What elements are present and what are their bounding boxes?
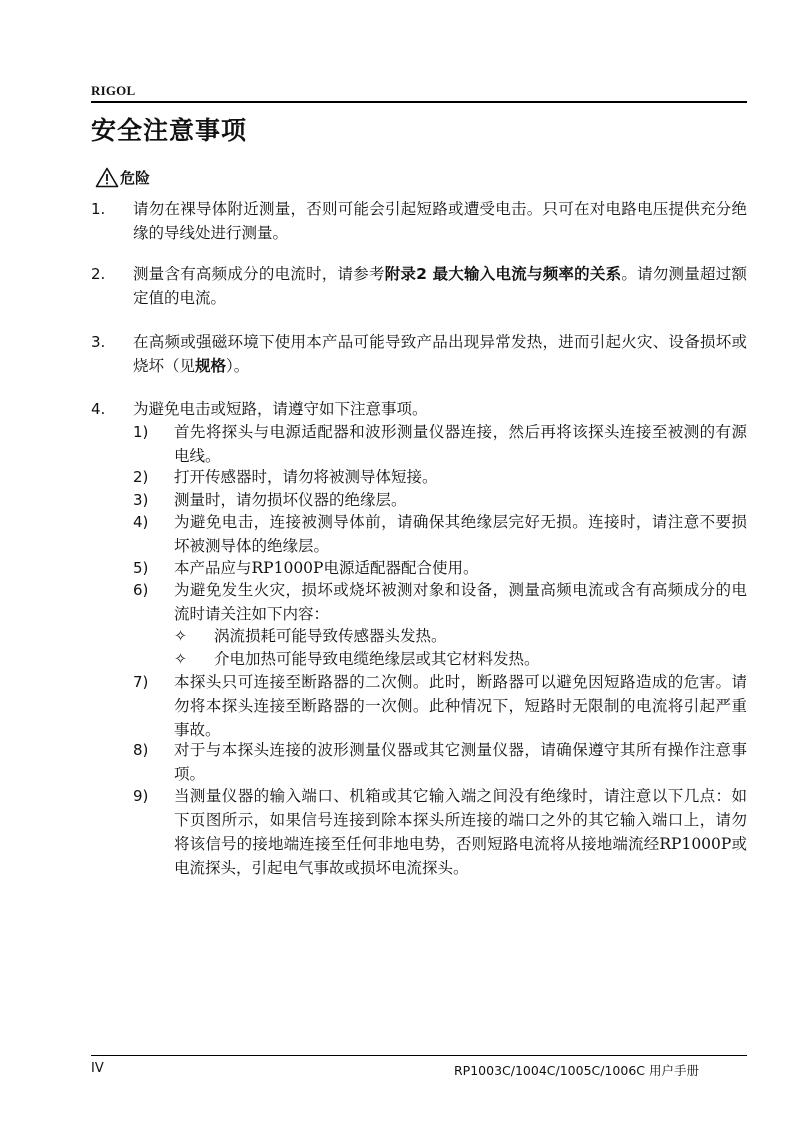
- sub-item-number: 2): [133, 468, 149, 486]
- danger-label: 危险: [120, 169, 151, 187]
- page-number: IV: [91, 1061, 104, 1076]
- sub-item-number: 4): [133, 513, 149, 531]
- specs-reference: 规格: [195, 357, 227, 375]
- item-number: 4.: [91, 400, 106, 418]
- list-item: [91, 197, 747, 245]
- bullet-item: [174, 647, 540, 671]
- item-number: 3.: [91, 333, 106, 351]
- list-item: [91, 330, 747, 378]
- bullet-text: 介电加热可能导致电缆绝缘层或其它材料发热。: [214, 650, 540, 668]
- bullet-item: [174, 624, 447, 648]
- sub-item-text: 当测量仪器的输入端口、机箱或其它输入端之间没有绝缘时，请注意以下几点：如下页图所示，如果信号连接到除本探头所连接的端口之外的其它输入端口上，请勿将该信号的接地端连接至任何非地电势，否则短路电流将从接地端流经RP1000P或电流探头，引起电气事故或损坏电流探头。: [174, 787, 747, 877]
- sub-item-number: 8): [133, 741, 149, 759]
- diamond-bullet-icon: ✧: [174, 650, 187, 668]
- item-text: 为避免电击或短路，请遵守如下注意事项。: [133, 400, 428, 418]
- sub-item-text: 本产品应与RP1000P电源适配器配合使用。: [174, 559, 479, 577]
- item-text: 请勿在裸导体附近测量，否则可能会引起短路或遭受电击。只可在对电路电压提供充分绝缘的导线处进行测量。: [133, 200, 747, 242]
- bullet-text: 涡流损耗可能导致传感器头发热。: [214, 627, 447, 645]
- sub-list-item: [133, 488, 747, 512]
- sub-list-item: [133, 578, 747, 626]
- sub-list-item: [133, 420, 747, 468]
- sub-item-text: 本探头只可连接至断路器的二次侧。此时，断路器可以避免因短路造成的危害。请勿将本探头连接至断路器的一次侧。此种情况下，短路时无限制的电流将引起严重事故。: [174, 673, 747, 739]
- sub-item-text: 为避免发生火灾，损坏或烧坏被测对象和设备，测量高频电流或含有高频成分的电流时请关注如下内容：: [174, 581, 747, 623]
- warning-triangle-icon: [95, 167, 120, 188]
- sub-item-text: 测量时，请勿损坏仪器的绝缘层。: [174, 491, 407, 509]
- item-text: [133, 262, 747, 310]
- diamond-bullet-icon: ✧: [174, 627, 187, 645]
- sub-item-number: 6): [133, 581, 149, 599]
- sub-list-item: [133, 784, 747, 880]
- list-item: [91, 262, 747, 310]
- brand-logo: RIGOL: [91, 83, 136, 98]
- sub-item-text: 对于与本探头连接的波形测量仪器或其它测量仪器，请确保遵守其所有操作注意事项。: [174, 741, 747, 783]
- sub-list-item: [133, 670, 747, 742]
- danger-heading: [95, 167, 150, 188]
- footer-document-title: RP1003C/1004C/1005C/1006C 用户手册: [454, 1063, 699, 1078]
- sub-item-text: 打开传感器时，请勿将被测导体短接。: [174, 468, 438, 486]
- sub-item-number: 7): [133, 673, 149, 691]
- sub-item-number: 5): [133, 559, 149, 577]
- sub-list-item: [133, 510, 747, 558]
- sub-item-number: 9): [133, 787, 149, 805]
- sub-item-text: 首先将探头与电源适配器和波形测量仪器连接，然后再将该探头连接至被测的有源电线。: [174, 423, 747, 465]
- item-text: [133, 330, 747, 378]
- footer-rule: [91, 1055, 747, 1056]
- item-text-post: 。请勿测量超过额定值的电流。: [133, 265, 747, 307]
- item-number: 1.: [91, 200, 106, 218]
- sub-list-item: [133, 465, 747, 489]
- sub-list-item: [133, 738, 747, 786]
- sub-list-item: [133, 556, 747, 580]
- header-rule: [91, 101, 747, 103]
- item-text-pre: 测量含有高频成分的电流时，请参考: [133, 265, 385, 283]
- sub-item-number: 1): [133, 423, 149, 441]
- appendix-reference: 附录2 最大输入电流与频率的关系: [384, 265, 622, 283]
- item-text-post: ）。: [226, 357, 250, 375]
- item-text-pre: 在高频或强磁环境下使用本产品可能导致产品出现异常发热，进而引起火灾、设备损坏或烧坏（见: [133, 333, 747, 375]
- sub-item-text: 为避免电击，连接被测导体前，请确保其绝缘层完好无损。连接时，请注意不要损坏被测导体的绝缘层。: [174, 513, 747, 555]
- list-item: [91, 397, 747, 421]
- item-number: 2.: [91, 265, 106, 283]
- sub-item-number: 3): [133, 491, 149, 509]
- page-title: 安全注意事项: [91, 116, 248, 145]
